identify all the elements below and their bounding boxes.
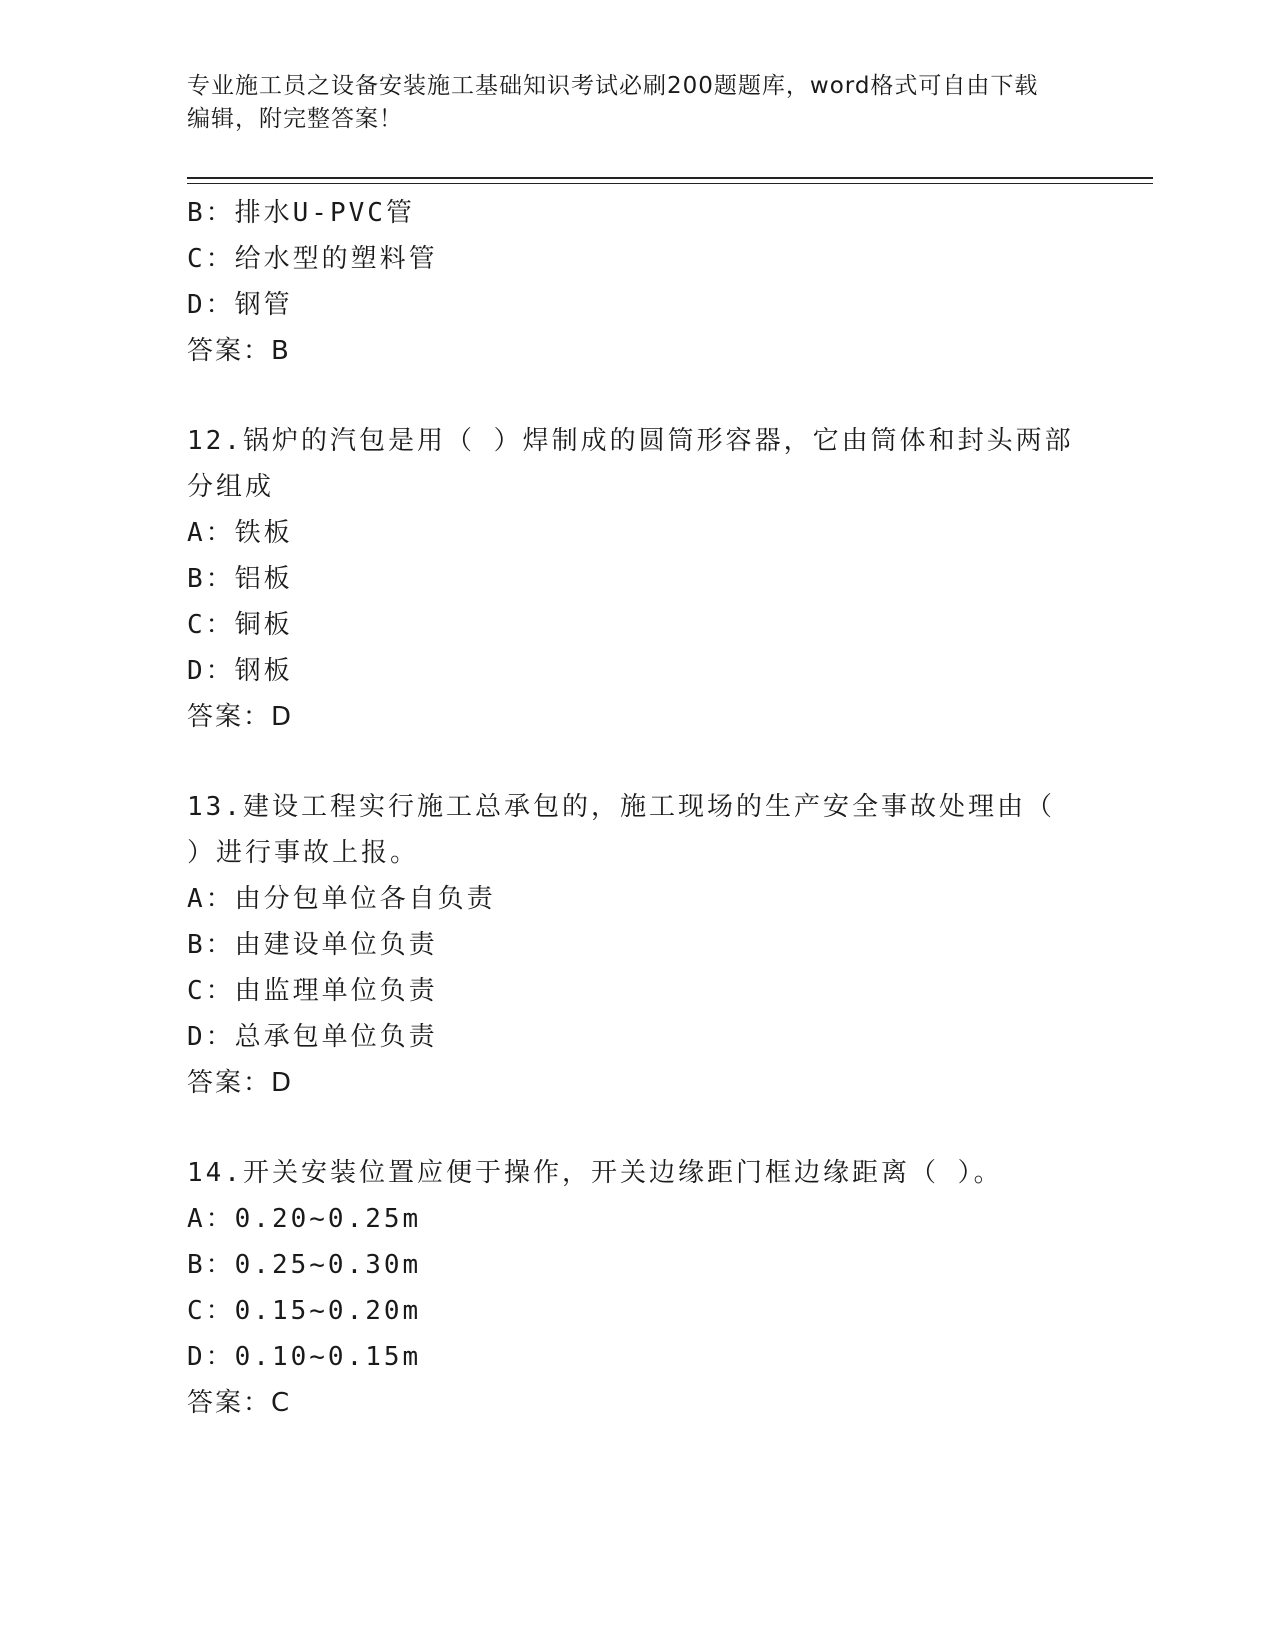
question-text-line-2: ）进行事故上报。 (187, 838, 420, 868)
option-d: D：总承包单位负责 (187, 1022, 438, 1052)
option-d: D：钢板 (187, 656, 293, 686)
question-gap (187, 1106, 1087, 1150)
question-12 (187, 418, 1087, 740)
answer: 答案：D (187, 702, 294, 732)
option-c: C：由监理单位负责 (187, 976, 438, 1006)
option-c: C：给水型的塑料管 (187, 244, 438, 274)
question-text-line-1: 12.锅炉的汽包是用（ ）焊制成的圆筒形容器，它由筒体和封头两部 (187, 426, 1074, 456)
question-text-line-1: 13.建设工程实行施工总承包的，施工现场的生产安全事故处理由（ (187, 792, 1055, 822)
answer: 答案：C (187, 1388, 292, 1418)
option-c: C：0.15~0.20m (187, 1296, 422, 1326)
header-divider-thick (187, 177, 1153, 179)
option-b: B：铝板 (187, 564, 293, 594)
option-a: A：铁板 (187, 518, 293, 548)
question-gap (187, 740, 1087, 784)
question-13 (187, 784, 1087, 1106)
option-d: D：钢管 (187, 290, 293, 320)
question-11-continued (187, 190, 1087, 374)
header-divider-thin (187, 183, 1153, 184)
option-a: A：0.20~0.25m (187, 1204, 422, 1234)
question-14 (187, 1150, 1087, 1426)
option-b: B：由建设单位负责 (187, 930, 438, 960)
option-c: C：铜板 (187, 610, 293, 640)
answer: 答案：D (187, 1068, 294, 1098)
option-b: B：0.25~0.30m (187, 1250, 422, 1280)
question-text-line-1: 14.开关安装位置应便于操作，开关边缘距门框边缘距离（ ）。 (187, 1158, 1003, 1188)
header-title-line-1: 专业施工员之设备安装施工基础知识考试必刷200题题库，word格式可自由下载 (187, 73, 1039, 99)
document-header (187, 70, 1067, 136)
option-d: D：0.10~0.15m (187, 1342, 422, 1372)
question-text-line-2: 分组成 (187, 472, 275, 502)
option-a: A：由分包单位各自负责 (187, 884, 496, 914)
question-gap (187, 374, 1087, 418)
option-b: B：排水U-PVC管 (187, 198, 415, 228)
answer: 答案：B (187, 336, 291, 366)
header-title-line-2: 编辑，附完整答案！ (187, 106, 403, 132)
question-content (187, 190, 1087, 1426)
